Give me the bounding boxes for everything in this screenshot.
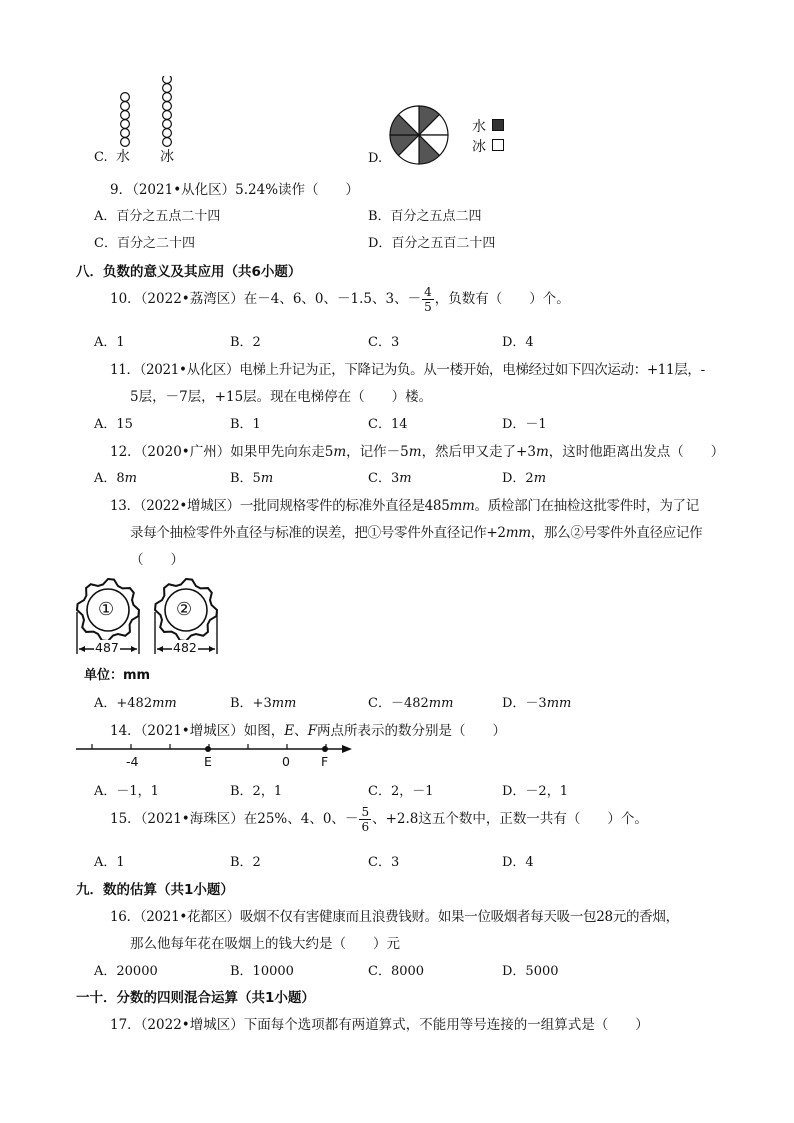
q14-option-b[interactable]: B．2，1 — [230, 784, 283, 799]
q11-option-b[interactable]: B．1 — [230, 417, 261, 432]
legend-filled-square-icon — [492, 119, 504, 131]
q14-stem-a: 14．（2021•增城区）如图， — [110, 723, 285, 739]
q12-stem-c: ，然后甲又走了+3 — [421, 444, 536, 460]
q15-frac-numerator: 5 — [361, 805, 370, 819]
q13-option-c-text: C．－482 — [368, 696, 429, 711]
q13-gear-figure — [72, 574, 222, 684]
bead — [121, 111, 130, 120]
q17-stem: 17．（2022•增城区）下面每个选项都有两道算式，不能用等号连接的一组算式是（ ） — [110, 1017, 649, 1033]
q11-option-a[interactable]: A．15 — [94, 417, 133, 432]
q12-option-b[interactable] — [230, 467, 273, 486]
q14-sep: 、 — [294, 723, 308, 739]
q16-line2: 那么他每年花在吸烟上的钱大约是（ ）元 — [130, 936, 400, 952]
q15-stem — [110, 806, 648, 833]
gear-2-label: ② — [176, 599, 193, 620]
unit-mm: mm — [271, 696, 297, 711]
unit-m: m — [260, 471, 274, 486]
gear-2-dimension: 482 — [173, 640, 197, 655]
ice-bead-column — [163, 76, 172, 146]
q8-option-d-legend-ice: 冰 — [472, 139, 486, 155]
q15-stem-after: 、+2.8这五个数中，正数一共有（ ）个。 — [372, 811, 648, 827]
q12-option-a[interactable] — [94, 467, 137, 486]
q8-option-c — [94, 76, 214, 168]
bead — [163, 93, 172, 102]
section-10-title: 一十．分数的四则混合运算（共1小题） — [76, 990, 315, 1006]
q13-option-c[interactable] — [368, 692, 453, 711]
bead — [163, 102, 172, 111]
unit-m: m — [333, 444, 347, 460]
q15-option-d[interactable]: D．4 — [502, 855, 534, 870]
q12-stem-d: ，这时他距离出发点（ ） — [548, 444, 725, 460]
unit-mm: mm — [505, 525, 531, 541]
q13-option-a[interactable] — [94, 692, 177, 711]
unit-mm: mm — [152, 696, 177, 711]
q14-option-c[interactable]: C．2，－1 — [368, 784, 434, 799]
number-line-label-e: E — [204, 754, 212, 769]
q16-option-d[interactable]: D．5000 — [502, 964, 559, 979]
bead — [163, 76, 172, 83]
q10-option-a[interactable]: A．1 — [94, 335, 125, 350]
q13-option-d[interactable] — [502, 692, 571, 711]
q15-stem-before: 15．（2021•海珠区）在25%、4、0、－ — [110, 811, 359, 827]
q13-option-b-text: B．+3 — [230, 696, 272, 711]
q9-option-d[interactable]: D．百分之五百二十四 — [368, 236, 496, 251]
q13-option-b[interactable] — [230, 692, 296, 711]
gear-1-dimension: 487 — [95, 640, 119, 655]
q12-option-c-text: C．3 — [368, 471, 400, 486]
bead — [163, 111, 172, 120]
q11-option-d[interactable]: D．－1 — [502, 417, 547, 432]
q8-option-c-label-ice: 冰 — [160, 149, 174, 165]
q12-option-d-text: D．2 — [502, 471, 534, 486]
q12-stem-b: ，记作－5 — [346, 444, 409, 460]
q10-option-c[interactable]: C．3 — [368, 335, 400, 350]
q15-frac-denominator: 6 — [361, 820, 370, 834]
q16-option-b[interactable]: B．10000 — [230, 964, 294, 979]
unit-mm: mm — [449, 498, 475, 514]
q14-point-e-ref: E — [284, 723, 295, 739]
q9-option-a[interactable]: A．百分之五点二十四 — [94, 209, 221, 224]
unit-m: m — [535, 444, 549, 460]
arrow-right-icon — [342, 745, 352, 753]
q10-fraction — [422, 286, 434, 313]
number-line-label-f: F — [321, 754, 329, 769]
q8-option-d-letter: D. — [368, 151, 383, 166]
q13-line1-a: 13．（2022•增城区）一批同规格零件的标准外直径是485 — [110, 498, 450, 514]
q14-point-f-ref: F — [307, 723, 317, 739]
q12-option-c[interactable] — [368, 467, 412, 486]
section-9-title: 九．数的估算（共1小题） — [76, 882, 234, 898]
q13-option-d-text: D．－3 — [502, 696, 547, 711]
q10-frac-denominator: 5 — [424, 300, 432, 314]
q12-option-d[interactable] — [502, 467, 546, 486]
section-8-title: 八．负数的意义及其应用（共6小题） — [76, 264, 302, 280]
q8-option-d — [368, 100, 528, 170]
q9-option-c[interactable]: C．百分之二十四 — [94, 236, 195, 251]
unit-mm: mm — [428, 696, 454, 711]
q16-line1: 16．（2021•花都区）吸烟不仅有害健康而且浪费钱财。如果一位吸烟者每天吸一包28元的香烟， — [110, 909, 679, 925]
bead — [121, 120, 130, 129]
q16-option-c[interactable]: C．8000 — [368, 964, 425, 979]
q13-line2-b: ，那么②号零件外直径应记作 — [530, 525, 703, 541]
bead — [163, 120, 172, 129]
q16-option-a[interactable]: A．20000 — [94, 964, 158, 979]
q11-line1: 11．（2021•从化区）电梯上升记为正，下降记为负。从一楼开始，电梯经过如下四次运动：+11层，- — [110, 362, 705, 378]
q15-option-a[interactable]: A．1 — [94, 855, 125, 870]
q15-option-b[interactable]: B．2 — [230, 855, 261, 870]
q8-option-d-pie — [388, 104, 450, 166]
q14-stem-b: 两点所表示的数分别是（ ） — [316, 723, 506, 739]
bead — [121, 129, 130, 138]
bead — [163, 129, 172, 138]
unit-m: m — [408, 444, 422, 460]
q12-option-b-text: B．5 — [230, 471, 261, 486]
number-line-label-zero: 0 — [282, 754, 290, 769]
q14-option-a[interactable]: A．－1，1 — [94, 784, 159, 799]
q13-unit-caption: 单位：mm — [84, 668, 151, 683]
q8-option-c-label-water: 水 — [116, 149, 130, 165]
q10-stem-before: 10．（2022•荔湾区）在－4、6、0、－1.5、3、－ — [110, 291, 422, 307]
q12-stem — [110, 440, 724, 460]
water-bead-column — [121, 93, 130, 147]
unit-mm: mm — [546, 696, 572, 711]
q15-option-c[interactable]: C．3 — [368, 855, 400, 870]
q8-option-d-legend-water: 水 — [472, 119, 486, 135]
q14-stem — [110, 719, 506, 739]
q8-option-c-letter: C. — [94, 150, 108, 165]
unit-m: m — [399, 471, 412, 486]
number-line-label-neg4: -4 — [126, 754, 139, 769]
q10-stem-after: ，负数有（ ）个。 — [434, 291, 570, 307]
q10-option-d[interactable]: D．4 — [502, 335, 534, 350]
q9-option-b[interactable]: B．百分之五点二四 — [368, 209, 482, 224]
q13-line2-a: 录每个抽检零件外直径与标准的误差，把①号零件外直径记作+2 — [130, 525, 506, 541]
point-e-dot — [205, 746, 211, 752]
q13-line1-b: 。质检部门在抽检这批零件时，为了记 — [474, 498, 699, 514]
q13-option-a-text: A．+482 — [94, 696, 153, 711]
q12-stem-a: 12．（2020•广州）如果甲先向东走5 — [110, 444, 334, 460]
q14-number-line — [74, 740, 354, 770]
q15-fraction — [359, 806, 371, 833]
number-line-axis — [74, 740, 354, 756]
point-f-dot — [322, 746, 328, 752]
unit-m: m — [533, 471, 547, 486]
q10-frac-numerator: 4 — [424, 285, 432, 299]
gear-1-label: ① — [98, 599, 115, 620]
q14-option-d[interactable]: D．－2，1 — [502, 784, 568, 799]
q9-stem: 9．（2021•从化区）5.24%读作（ ） — [110, 182, 360, 198]
bead — [163, 84, 172, 93]
q10-stem — [110, 286, 570, 313]
legend-empty-square-icon — [492, 139, 504, 151]
unit-m: m — [124, 471, 137, 486]
bead — [121, 93, 130, 102]
q11-line2: 5层，－7层，+15层。现在电梯停在（ ）楼。 — [130, 389, 433, 405]
q10-option-b[interactable]: B．2 — [230, 335, 261, 350]
q13-line3: （ ） — [130, 552, 184, 568]
q13-line1 — [110, 494, 699, 514]
q11-option-c[interactable]: C．14 — [368, 417, 408, 432]
bead — [121, 102, 130, 111]
q13-line2 — [130, 521, 702, 541]
q12-option-a-text: A．8 — [94, 471, 125, 486]
